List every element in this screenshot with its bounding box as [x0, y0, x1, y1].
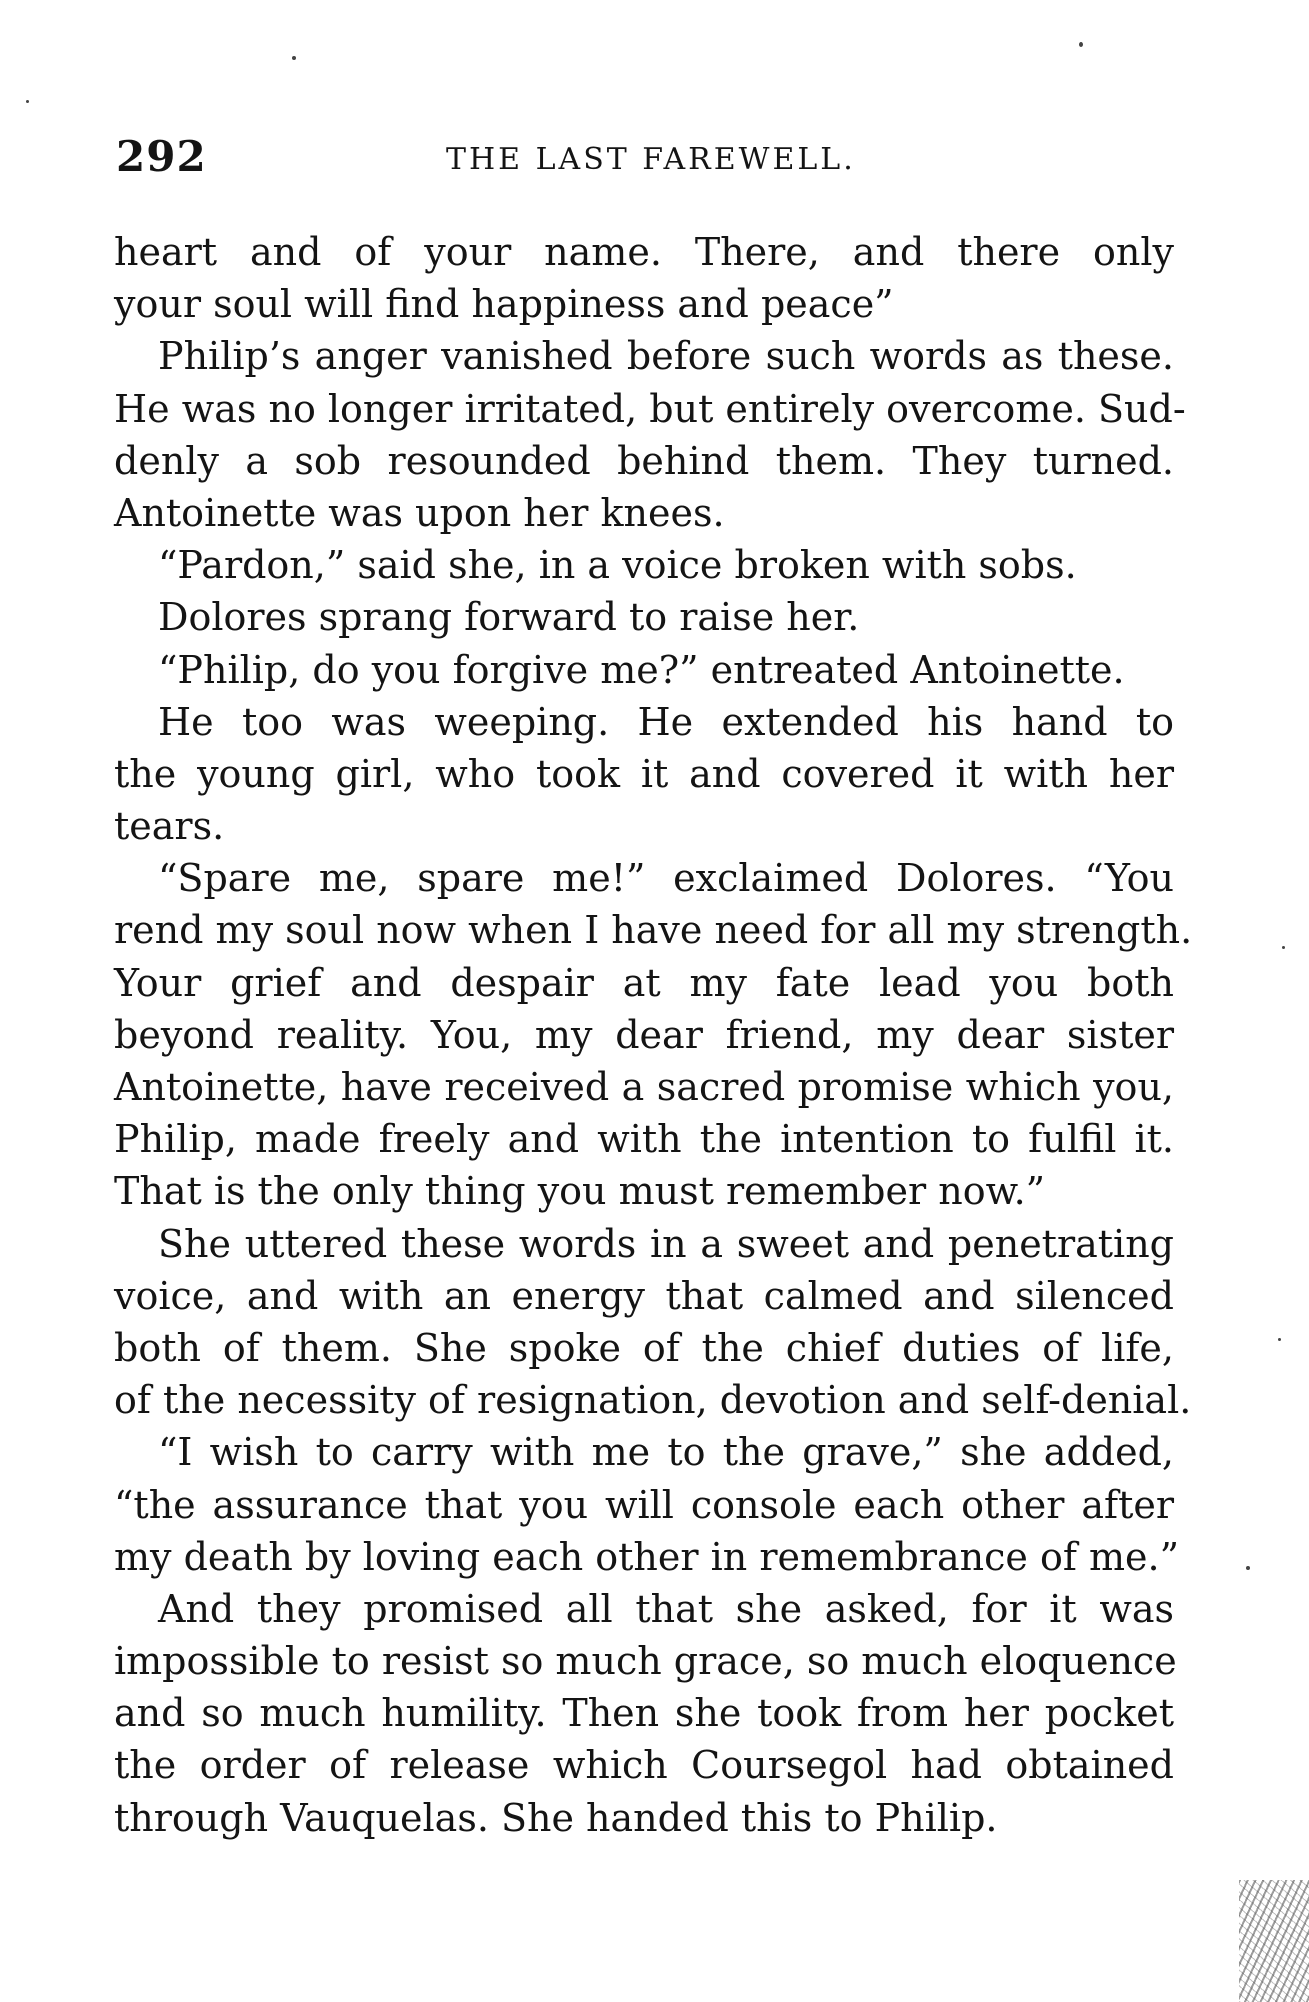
text-line: “Spare me, spare me!” exclaimed Dolores. “You	[158, 856, 1174, 901]
text-line: both of them. She spoke of the chief duties of life,	[114, 1325, 1174, 1370]
text-line: my death by loving each other in remembrance of me.”	[114, 1534, 1180, 1579]
text-line: Antoinette was upon her knees.	[114, 490, 725, 535]
text-line: “I wish to carry with me to the grave,” she added,	[158, 1430, 1174, 1475]
body-text	[114, 226, 1193, 1844]
text-line: He too was weeping. He extended his hand to	[158, 699, 1174, 744]
text-line: impossible to resist so much grace, so much eloquence	[114, 1639, 1177, 1684]
text-line: He was no longer irritated, but entirely overcome. Sud-	[114, 386, 1186, 431]
page-number: 292	[116, 132, 207, 181]
print-speck	[1079, 42, 1083, 47]
text-line: “Pardon,” said she, in a voice broken with sobs.	[158, 543, 1077, 588]
scan-edge-noise	[1239, 1880, 1309, 2002]
text-line: heart and of your name. There, and there only	[114, 230, 1174, 274]
text-line: your soul will find happiness and peace”	[114, 282, 894, 327]
text-line: denly a sob resounded behind them. They turned.	[114, 438, 1174, 483]
text-line: Your grief and despair at my fate lead you both	[114, 960, 1174, 1005]
print-speck	[1278, 1338, 1281, 1341]
text-line: That is the only thing you must remember now.”	[114, 1169, 1046, 1214]
text-line: And they promised all that she asked, for it was	[158, 1586, 1174, 1631]
text-line: beyond reality. You, my dear friend, my dear sister	[114, 1012, 1174, 1057]
text-line: Philip’s anger vanished before such words as these.	[158, 334, 1174, 379]
print-speck	[1246, 1566, 1250, 1570]
print-speck	[292, 56, 296, 60]
text-line: the young girl, who took it and covered it with her	[114, 751, 1174, 796]
text-line: voice, and with an energy that calmed and silenced	[114, 1273, 1174, 1318]
text-line: rend my soul now when I have need for all my strength.	[114, 908, 1193, 953]
text-line: Philip, made freely and with the intention to fulfil it.	[114, 1117, 1174, 1162]
text-line: through Vauquelas. She handed this to Philip.	[114, 1795, 998, 1840]
running-title: THE LAST FAREWELL.	[446, 142, 856, 177]
text-line: of the necessity of resignation, devotion and self-denial.	[114, 1378, 1192, 1423]
text-line: Antoinette, have received a sacred promise which you,	[114, 1065, 1174, 1109]
text-line: the order of release which Coursegol had obtained	[114, 1743, 1174, 1788]
text-line: “the assurance that you will console each other after	[114, 1482, 1174, 1527]
text-line: Dolores sprang forward to raise her.	[158, 595, 860, 640]
print-speck	[1282, 946, 1285, 949]
running-head	[116, 132, 1172, 192]
text-line: She uttered these words in a sweet and penetrating	[158, 1221, 1174, 1266]
text-line: tears.	[114, 804, 225, 849]
print-speck	[26, 100, 29, 103]
text-line: “Philip, do you forgive me?” entreated Antoinette.	[158, 647, 1125, 692]
text-line: and so much humility. Then she took from her pocket	[114, 1691, 1174, 1736]
